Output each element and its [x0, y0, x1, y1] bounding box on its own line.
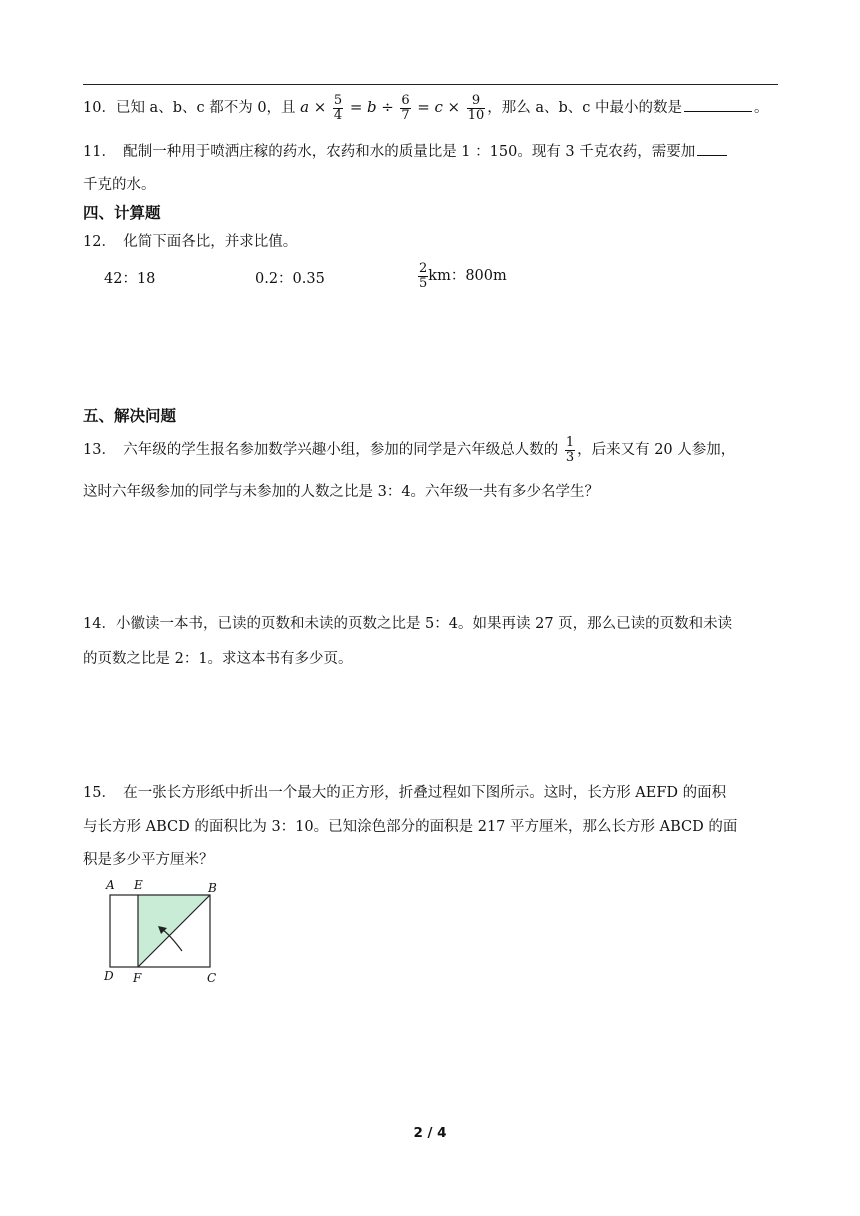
frac-num: 2	[419, 261, 428, 276]
times-sign: ×	[447, 98, 461, 117]
q10-var-a: a	[300, 98, 310, 117]
q12-expr-3-rest: km：800m	[428, 268, 507, 285]
folding-figure	[100, 877, 225, 987]
answer-blank[interactable]	[684, 109, 752, 112]
frac-den: 5	[419, 275, 428, 291]
times-sign: ×	[313, 98, 327, 117]
frac-den: 10	[467, 107, 485, 123]
label-f: F	[133, 971, 142, 985]
equals-sign: =	[349, 98, 363, 117]
fraction-2-5	[418, 262, 428, 290]
q15-line2: 与长方形 ABCD 的面积比为 3：10。已知涂色部分的面积是 217 平方厘米，那么长方形 ABCD 的面	[83, 819, 738, 835]
q15-line3: 积是多少平方厘米？	[83, 852, 214, 868]
fraction-9-10	[467, 94, 486, 122]
q12-expr-1: 42：18	[104, 271, 156, 287]
q11-line2: 千克的水。	[83, 177, 156, 193]
frac-num: 9	[471, 93, 481, 108]
answer-blank[interactable]	[697, 153, 727, 156]
frac-den: 7	[401, 107, 410, 123]
section-title-solve: 五、解决问题	[83, 407, 177, 425]
q10-var-b: b	[367, 98, 377, 117]
label-c: C	[207, 971, 217, 985]
q11-line1: 11． 配制一种用于喷洒庄稼的药水，农药和水的质量比是 1 ：150。现有 3 千克农药，需要加	[83, 144, 696, 160]
header-rule	[83, 84, 778, 85]
fraction-5-4	[333, 94, 343, 122]
q14-line1: 14．小徽读一本书，已读的页数和未读的页数之比是 5：4。如果再读 27 页，那么已读的页数和未读	[83, 616, 733, 632]
frac-den: 3	[565, 449, 575, 465]
section-title-calc: 四、计算题	[83, 204, 161, 222]
frac-num: 1	[565, 435, 575, 450]
q14-line2: 的页数之比是 2：1。求这本书有多少页。	[83, 651, 353, 667]
q13-text-b: ，后来又有 20 人参加，	[577, 442, 736, 459]
q10-var-c: c	[434, 98, 443, 117]
q15-line1: 15． 在一张长方形纸中折出一个最大的正方形，折叠过程如下图所示。这时，长方形 AEFD 的面积	[83, 785, 727, 801]
question-10	[83, 94, 769, 122]
q10-text-b: ，那么 a、b、c 中最小的数是	[487, 100, 682, 117]
q13-text-a: 13． 六年级的学生报名参加数学兴趣小组，参加的同学是六年级总人数的	[83, 442, 559, 459]
equals-sign: =	[417, 98, 430, 117]
q10-text-a: 10．已知 a、b、c 都不为 0，且	[83, 100, 301, 117]
q13-line2: 这时六年级参加的同学与未参加的人数之比是 3：4。六年级一共有多少名学生？	[83, 484, 600, 500]
label-a: A	[106, 878, 115, 892]
q12-expr-3	[418, 262, 507, 290]
fraction-1-3	[565, 436, 575, 464]
fraction-6-7	[400, 94, 410, 122]
label-d: D	[104, 969, 114, 983]
frac-num: 5	[333, 93, 343, 108]
label-e: E	[134, 878, 143, 892]
page-number: 2 / 4	[413, 1125, 447, 1141]
q12-expr-2: 0.2：0.35	[255, 271, 325, 287]
frac-num: 6	[401, 93, 410, 108]
q10-end: 。	[754, 100, 769, 117]
q12-prompt: 12． 化简下面各比，并求比值。	[83, 234, 298, 250]
label-b: B	[208, 881, 217, 895]
divide-sign: ÷	[381, 98, 394, 117]
question-11	[83, 140, 729, 161]
question-13	[83, 436, 735, 464]
frac-den: 4	[333, 107, 343, 123]
